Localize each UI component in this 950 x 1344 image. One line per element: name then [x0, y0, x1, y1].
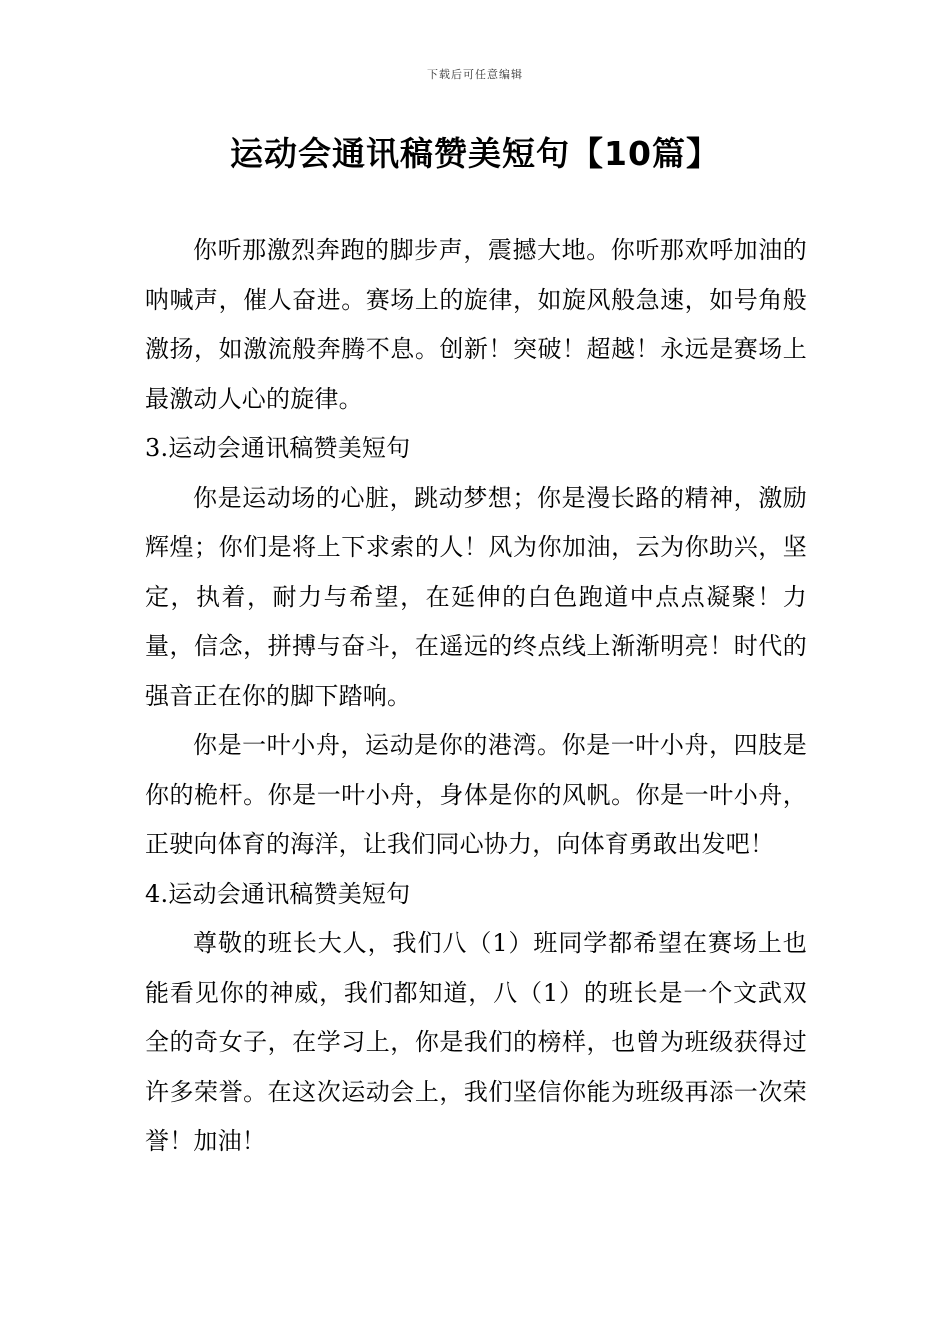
- section-heading: 3.运动会通讯稿赞美短句: [145, 434, 411, 462]
- paragraph: 你是一叶小舟，运动是你的港湾。你是一叶小舟，四肢是你的桅杆。你是一叶小舟，身体是你的风帆。你是一叶小舟，正驶向体育的海洋，让我们同心协力，向体育勇敢出发吧！: [145, 731, 807, 858]
- header-note: 下载后可任意编辑: [427, 68, 523, 81]
- document-title: 运动会通讯稿赞美短句【10篇】: [230, 134, 720, 173]
- section-heading: 4.运动会通讯稿赞美短句: [145, 879, 411, 908]
- document-body: [145, 226, 807, 1167]
- paragraph: 你是运动场的心脏，跳动梦想；你是漫长路的精神，激励辉煌；你们是将上下求索的人！风为你加油，云为你助兴，坚定，执着，耐力与希望，在延伸的白色跑道中点点凝聚！力量，信念，拼搏与奋斗，在遥远的终点线上渐渐明亮！时代的强音正在你的脚下踏响。: [145, 483, 807, 710]
- paragraph: 你听那激烈奔跑的脚步声，震撼大地。你听那欢呼加油的呐喊声，催人奋进。赛场上的旋律，如旋风般急速，如号角般激扬，如激流般奔腾不息。创新！突破！超越！永远是赛场上最激动人心的旋律。: [145, 236, 807, 413]
- paragraph: 尊敬的班长大人，我们八（1）班同学都希望在赛场上也能看见你的神威，我们都知道，八（1）的班长是一个文武双全的奇女子，在学习上，你是我们的榜样，也曾为班级获得过许多荣誉。在这次运动会上，我们坚信你能为班级再添一次荣誉！加油！: [145, 929, 807, 1155]
